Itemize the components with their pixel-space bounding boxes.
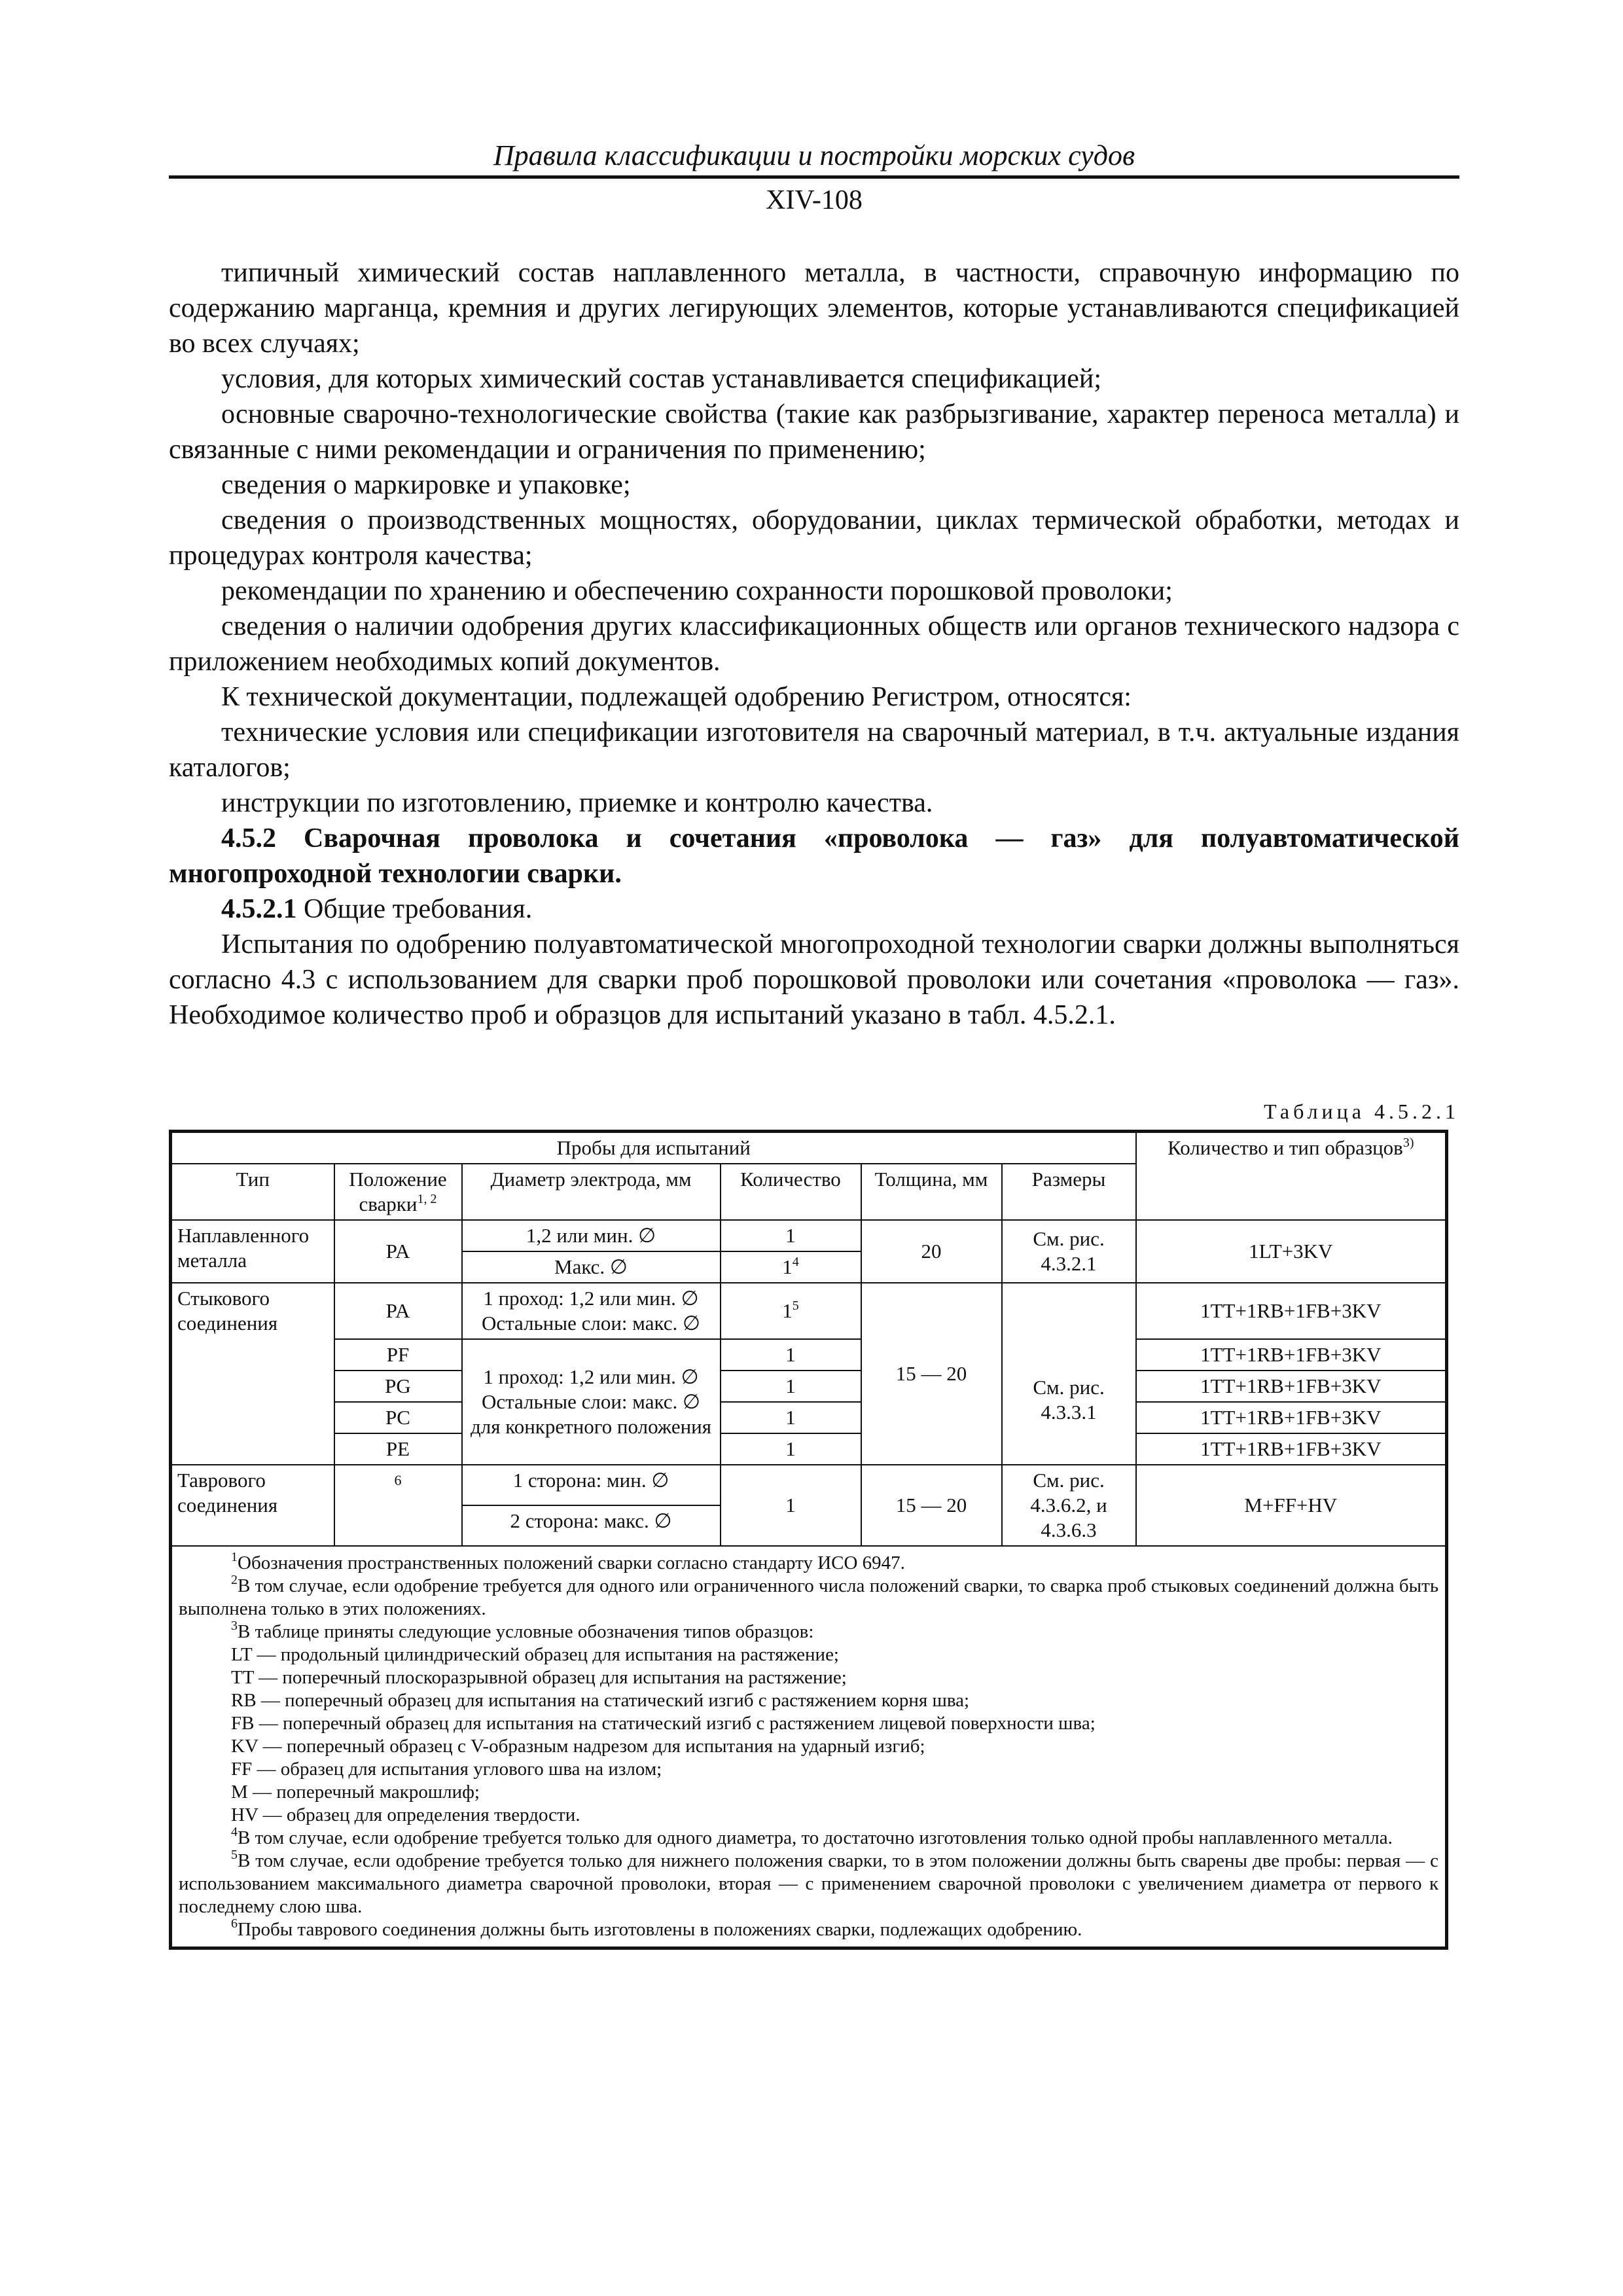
paragraph: технические условия или спецификации изготовителя на сварочный материал, в т.ч. актуальные издания каталогов; xyxy=(169,717,1459,783)
count-cell: 1 xyxy=(721,1402,861,1433)
footnote: $^3$В таблице приняты следующие условные обозначения типов образцов: xyxy=(231,1619,814,1642)
dimensions-cell: См. рис. 4.3.6.2, и 4.3.6.3 xyxy=(1002,1465,1136,1546)
table-row xyxy=(171,1283,1447,1339)
count-cell: $1^5$ xyxy=(721,1283,861,1339)
thickness-cell: 15 — 20 xyxy=(861,1465,1002,1546)
table-row xyxy=(171,1433,1447,1465)
position-cell: 6 xyxy=(334,1465,462,1546)
diameter-cell: 1 проход: 1,2 или мин. ∅ Остальные слои: макс. ∅ для конкретного положения xyxy=(462,1339,721,1465)
paragraph: Испытания по одобрению полуавтоматической многопроходной технологии сварки должны выполняться согласно 4.3 с использованием для сварки проб порошковой проволоки или сочетания «проволока — газ». Необходимое количество проб и образцов для испытаний указано в табл. 4.5.2.1. xyxy=(169,929,1459,1030)
subsection-heading xyxy=(169,891,1459,927)
specimens-cell: M+FF+HV xyxy=(1136,1465,1447,1546)
table-notes-row xyxy=(171,1546,1447,1948)
header-quantity-type-cell: Количество и тип образцов$^{3)}$ xyxy=(1136,1132,1447,1221)
col-type-header: Тип xyxy=(171,1164,334,1220)
subsection-title: Общие требования. xyxy=(304,894,533,924)
diameter-cell: Макс. ∅ xyxy=(462,1251,721,1283)
position-cell: PF xyxy=(334,1339,462,1371)
col-count-header: Количество xyxy=(721,1164,861,1220)
paragraph: инструкции по изготовлению, приемке и контролю качества. xyxy=(221,788,933,818)
running-title: Правила классификации и постройки морских судов xyxy=(493,139,1135,171)
table-wrapper xyxy=(169,1130,1445,1950)
table-row xyxy=(171,1371,1447,1402)
position-cell: PA xyxy=(334,1283,462,1339)
diameter-cell: 1,2 или мин. ∅ xyxy=(462,1220,721,1251)
count-cell: 1 xyxy=(721,1339,861,1371)
diameter-cell: 2 сторона: макс. ∅ xyxy=(462,1505,721,1546)
test-pieces-table xyxy=(169,1130,1448,1950)
count-cell: 1 xyxy=(721,1220,861,1251)
position-cell: PA xyxy=(334,1220,462,1283)
position-cell: PE xyxy=(334,1433,462,1465)
footnote: $^5$В том случае, если одобрение требуется только для нижнего положения сварки, то в этом положении должны быть сварены две пробы: первая — с использованием максимального диаметра сварочной проволоки, вторая — с применением сварочной проволоки с увеличением диаметра от первого к последнему слою шва. xyxy=(179,1848,1439,1917)
count-cell: $1^4$ xyxy=(721,1251,861,1283)
paragraph: рекомендации по хранению и обеспечению сохранности порошковой проволоки; xyxy=(221,576,1173,606)
footnote-item: TT — поперечный плоскоразрывной образец для испытания на растяжение; xyxy=(231,1667,847,1688)
col-thickness-header: Толщина, мм xyxy=(861,1164,1002,1220)
footnote-item: HV — образец для определения твердости. xyxy=(231,1804,580,1825)
paragraph: типичный химический состав наплавленного металла, в частности, справочную информацию по содержанию марганца, кремния и других легирующих элементов, которые устанавливаются спецификацией во всех случаях; xyxy=(169,258,1459,359)
footnote-item: FF — образец для испытания углового шва на излом; xyxy=(231,1759,662,1780)
col-dimensions-header: Размеры xyxy=(1002,1164,1136,1220)
header-rule xyxy=(169,175,1459,179)
paragraph: сведения о наличии одобрения других классификационных обществ или органов технического надзора с приложением необходимых копий документов. xyxy=(169,611,1459,677)
diameter-cell: 1 сторона: мин. ∅ xyxy=(462,1465,721,1505)
footnote: $^6$Пробы таврового соединения должны быть изготовлены в положениях сварки, подлежащих одобрению. xyxy=(231,1916,1082,1940)
count-cell: 1 xyxy=(721,1465,861,1546)
diameter-cell: 1 проход: 1,2 или мин. ∅ Остальные слои: макс. ∅ xyxy=(462,1283,721,1339)
type-cell: Стыкового соединения xyxy=(171,1283,334,1465)
paragraph: условия, для которых химический состав устанавливается спецификацией; xyxy=(221,364,1102,394)
footnote-item: LT — продольный цилиндрический образец для испытания на растяжение; xyxy=(231,1644,839,1665)
page-number: XIV-108 xyxy=(766,185,863,215)
footnote: $^2$В том случае, если одобрение требуется для одного или ограниченного числа положений сварки, то сварка проб стыковых соединений должна быть выполнена только в этих положениях. xyxy=(179,1573,1439,1619)
specimens-cell: 1TT+1RB+1FB+3KV xyxy=(1136,1402,1447,1433)
table-caption: Таблица 4.5.2.1 xyxy=(1264,1100,1459,1123)
specimens-cell: 1TT+1RB+1FB+3KV xyxy=(1136,1283,1447,1339)
thickness-cell: 20 xyxy=(861,1220,1002,1283)
header-group-cell: Пробы для испытаний xyxy=(171,1132,1136,1164)
position-cell: PC xyxy=(334,1402,462,1433)
thickness-cell: 15 — 20 xyxy=(861,1283,1002,1465)
table-row xyxy=(171,1339,1447,1371)
table-header-row xyxy=(171,1132,1447,1164)
specimens-cell: 1TT+1RB+1FB+3KV xyxy=(1136,1371,1447,1402)
specimens-cell: 1TT+1RB+1FB+3KV xyxy=(1136,1433,1447,1465)
footnote-item: M — поперечный макрошлиф; xyxy=(231,1782,480,1803)
footnote: $^4$В том случае, если одобрение требуется только для одного диаметра, то достаточно изготовления только одной пробы наплавленного металла. xyxy=(231,1825,1393,1848)
type-cell: Таврового соединения xyxy=(171,1465,334,1546)
position-cell: PG xyxy=(334,1371,462,1402)
table-row xyxy=(171,1465,1447,1505)
paragraph: основные сварочно-технологические свойства (такие как разбрызгивание, характер переноса металла) и связанные с ними рекомендации и ограничения по применению; xyxy=(169,399,1459,465)
footnote-item: RB — поперечный образец для испытания на статический изгиб с растяжением корня шва; xyxy=(231,1690,970,1711)
count-cell: 1 xyxy=(721,1371,861,1402)
footnote-item: KV — поперечный образец с V-образным надрезом для испытания на ударный изгиб; xyxy=(231,1736,925,1757)
paragraph: сведения о производственных мощностях, оборудовании, циклах термической обработки, методах и процедурах контроля качества; xyxy=(169,505,1459,571)
dimensions-cell: См. рис. 4.3.2.1 xyxy=(1002,1220,1136,1283)
type-cell: Наплавленного металла xyxy=(171,1220,334,1283)
table-row xyxy=(171,1402,1447,1433)
col-position-header: Положение сварки$^{1, 2}$ xyxy=(334,1164,462,1220)
table-notes xyxy=(171,1546,1447,1948)
dimensions-cell: См. рис. 4.3.3.1 xyxy=(1002,1283,1136,1465)
footnote-item: FB — поперечный образец для испытания на статический изгиб с растяжением лицевой поверхности шва; xyxy=(231,1713,1096,1734)
body-text xyxy=(169,255,1459,1033)
paragraph: К технической документации, подлежащей одобрению Регистром, относятся: xyxy=(221,682,1132,712)
paragraph: сведения о маркировке и упаковке; xyxy=(221,470,631,500)
col-diameter-header: Диаметр электрода, мм xyxy=(462,1164,721,1220)
specimens-cell: 1TT+1RB+1FB+3KV xyxy=(1136,1339,1447,1371)
subsection-number: 4.5.2.1 xyxy=(221,894,297,924)
section-heading: 4.5.2 Сварочная проволока и сочетания «проволока — газ» для полуавтоматической многопроходной технологии сварки. xyxy=(169,823,1459,889)
table-row xyxy=(171,1220,1447,1251)
specimens-cell: 1LT+3KV xyxy=(1136,1220,1447,1283)
count-cell: 1 xyxy=(721,1433,861,1465)
footnote: $^1$Обозначения пространственных положений сварки согласно стандарту ИСО 6947. xyxy=(231,1550,905,1573)
